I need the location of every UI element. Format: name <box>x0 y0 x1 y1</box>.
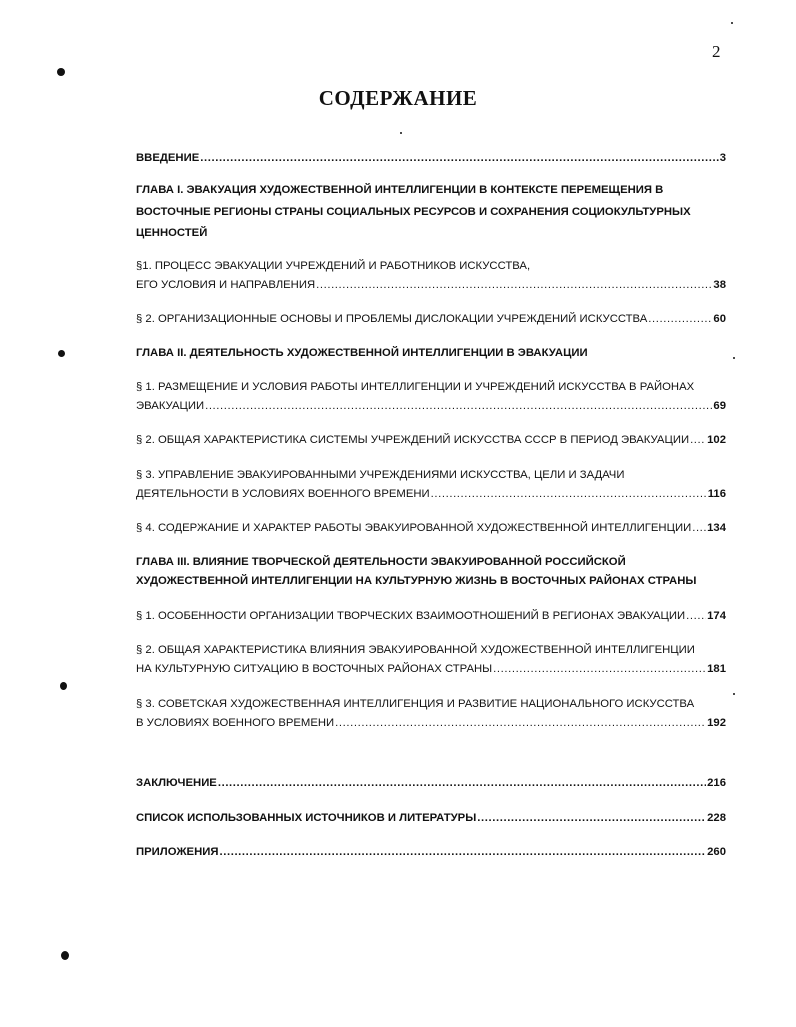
section-3-3-line: § 3. СОВЕТСКАЯ ХУДОЖЕСТВЕННАЯ ИНТЕЛЛИГЕНЦИЯ И РАЗВИТИЕ НАЦИОНАЛЬНОГО ИСКУССТВА <box>136 698 695 710</box>
toc-entry-label: § 2. ОРГАНИЗАЦИОННЫЕ ОСНОВЫ И ПРОБЛЕМЫ ДИСЛОКАЦИИ УЧРЕЖДЕНИЙ ИСКУССТВА <box>136 313 648 325</box>
section-3-2-line: § 2. ОБЩАЯ ХАРАКТЕРИСТИКА ВЛИЯНИЯ ЭВАКУИРОВАННОЙ ХУДОЖЕСТВЕННОЙ ИНТЕЛЛИГЕНЦИИ <box>136 644 695 656</box>
chapter-1-heading-line: ГЛАВА I. ЭВАКУАЦИЯ ХУДОЖЕСТВЕННОЙ ИНТЕЛЛИГЕНЦИИ В КОНТЕКСТЕ ПЕРЕМЕЩЕНИЯ В <box>136 184 664 196</box>
toc-entry-label: ВВЕДЕНИЕ <box>136 152 200 164</box>
toc-entry-section-2-3 <box>136 487 726 501</box>
toc-entry-page: 228 <box>707 812 726 824</box>
toc-leader-dots <box>219 845 706 859</box>
toc-entry-sources <box>136 811 726 825</box>
page-number: 2 <box>712 42 721 61</box>
scan-speck <box>57 68 65 76</box>
toc-entry-label: ДЕЯТЕЛЬНОСТИ В УСЛОВИЯХ ВОЕННОГО ВРЕМЕНИ <box>136 488 430 500</box>
toc-entry-section-3-1 <box>136 609 726 623</box>
toc-entry-section-1-2 <box>136 312 726 326</box>
toc-entry-page: 216 <box>707 777 726 789</box>
chapter-1-heading-line: ВОСТОЧНЫЕ РЕГИОНЫ СТРАНЫ СОЦИАЛЬНЫХ РЕСУРСОВ И СОХРАНЕНИЯ СОЦИОКУЛЬТУРНЫХ <box>136 206 691 218</box>
toc-entry-label: § 4. СОДЕРЖАНИЕ И ХАРАКТЕР РАБОТЫ ЭВАКУИРОВАННОЙ ХУДОЖЕСТВЕННОЙ ИНТЕЛЛИГЕНЦИИ <box>136 522 692 534</box>
chapter-1-heading-line: ЦЕННОСТЕЙ <box>136 227 208 239</box>
toc-entry-section-3-2 <box>136 662 726 676</box>
page-title: СОДЕРЖАНИЕ <box>318 86 478 110</box>
toc-entry-page: 134 <box>707 522 726 534</box>
toc-entry-section-2-4 <box>136 521 726 535</box>
scan-speck <box>60 682 67 690</box>
scan-speck <box>733 693 735 695</box>
section-1-1-line: §1. ПРОЦЕСС ЭВАКУАЦИИ УЧРЕЖДЕНИЙ И РАБОТНИКОВ ИСКУССТВА, <box>136 260 531 272</box>
toc-entry-page: 174 <box>707 610 726 622</box>
toc-entry-page: 260 <box>707 846 726 858</box>
toc-entry-appendices <box>136 845 726 859</box>
toc-entry-conclusion <box>136 776 726 790</box>
toc-entry-label: ЕГО УСЛОВИЯ И НАПРАВЛЕНИЯ <box>136 279 316 291</box>
toc-leader-dots <box>686 609 706 623</box>
toc-entry-label: СПИСОК ИСПОЛЬЗОВАННЫХ ИСТОЧНИКОВ И ЛИТЕРАТУРЫ <box>136 812 477 824</box>
toc-entry-page: 69 <box>713 400 726 412</box>
toc-entry-label: § 1. ОСОБЕННОСТИ ОРГАНИЗАЦИИ ТВОРЧЕСКИХ ВЗАИМООТНОШЕНИЙ В РЕГИОНАХ ЭВАКУАЦИИ <box>136 610 686 622</box>
toc-entry-label: ЭВАКУАЦИИ <box>136 400 205 412</box>
toc-entry-page: 3 <box>719 152 726 164</box>
toc-leader-dots <box>692 521 706 535</box>
chapter-3-heading-line: ГЛАВА III. ВЛИЯНИЕ ТВОРЧЕСКОЙ ДЕЯТЕЛЬНОСТИ ЭВАКУИРОВАННОЙ РОССИЙСКОЙ <box>136 556 626 568</box>
toc-leader-dots <box>205 399 712 413</box>
toc-entry-introduction <box>136 151 726 165</box>
toc-entry-section-2-1 <box>136 399 726 413</box>
toc-entry-label: § 2. ОБЩАЯ ХАРАКТЕРИСТИКА СИСТЕМЫ УЧРЕЖДЕНИЙ ИСКУССТВА СССР В ПЕРИОД ЭВАКУАЦИИ <box>136 434 690 446</box>
toc-entry-page: 102 <box>707 434 726 446</box>
toc-entry-label: В УСЛОВИЯХ ВОЕННОГО ВРЕМЕНИ <box>136 717 335 729</box>
toc-entry-section-2-2 <box>136 433 726 447</box>
scan-speck <box>731 22 733 24</box>
toc-entry-label: НА КУЛЬТУРНУЮ СИТУАЦИЮ В ВОСТОЧНЫХ РАЙОНАХ СТРАНЫ <box>136 663 493 675</box>
section-2-3-line: § 3. УПРАВЛЕНИЕ ЭВАКУИРОВАННЫМИ УЧРЕЖДЕНИЯМИ ИСКУССТВА, ЦЕЛИ И ЗАДАЧИ <box>136 469 625 481</box>
toc-entry-page: 116 <box>707 488 726 500</box>
toc-leader-dots <box>648 312 712 326</box>
section-2-1-line: § 1. РАЗМЕЩЕНИЕ И УСЛОВИЯ РАБОТЫ ИНТЕЛЛИГЕНЦИИ И УЧРЕЖДЕНИЙ ИСКУССТВА В РАЙОНАХ <box>136 381 695 393</box>
toc-entry-page: 60 <box>713 313 726 325</box>
toc-leader-dots <box>690 433 706 447</box>
scan-speck <box>400 132 402 134</box>
toc-entry-label: ЗАКЛЮЧЕНИЕ <box>136 777 217 789</box>
toc-entry-section-1-1 <box>136 278 726 292</box>
toc-entry-section-3-3 <box>136 716 726 730</box>
toc-leader-dots <box>493 662 706 676</box>
toc-entry-page: 38 <box>713 279 726 291</box>
scan-speck <box>733 357 735 359</box>
toc-entry-label: ПРИЛОЖЕНИЯ <box>136 846 219 858</box>
toc-leader-dots <box>218 776 706 790</box>
scan-speck <box>61 951 69 960</box>
toc-leader-dots <box>477 811 706 825</box>
toc-leader-dots <box>200 151 718 165</box>
chapter-2-heading: ГЛАВА II. ДЕЯТЕЛЬНОСТЬ ХУДОЖЕСТВЕННОЙ ИНТЕЛЛИГЕНЦИИ В ЭВАКУАЦИИ <box>136 347 588 359</box>
scan-speck <box>58 350 65 357</box>
toc-leader-dots <box>335 716 706 730</box>
toc-leader-dots <box>431 487 707 501</box>
chapter-3-heading-line: ХУДОЖЕСТВЕННОЙ ИНТЕЛЛИГЕНЦИИ НА КУЛЬТУРНУЮ ЖИЗНЬ В ВОСТОЧНЫХ РАЙОНАХ СТРАНЫ <box>136 575 697 587</box>
toc-entry-page: 192 <box>707 717 726 729</box>
toc-entry-page: 181 <box>707 663 726 675</box>
toc-leader-dots <box>316 278 712 292</box>
